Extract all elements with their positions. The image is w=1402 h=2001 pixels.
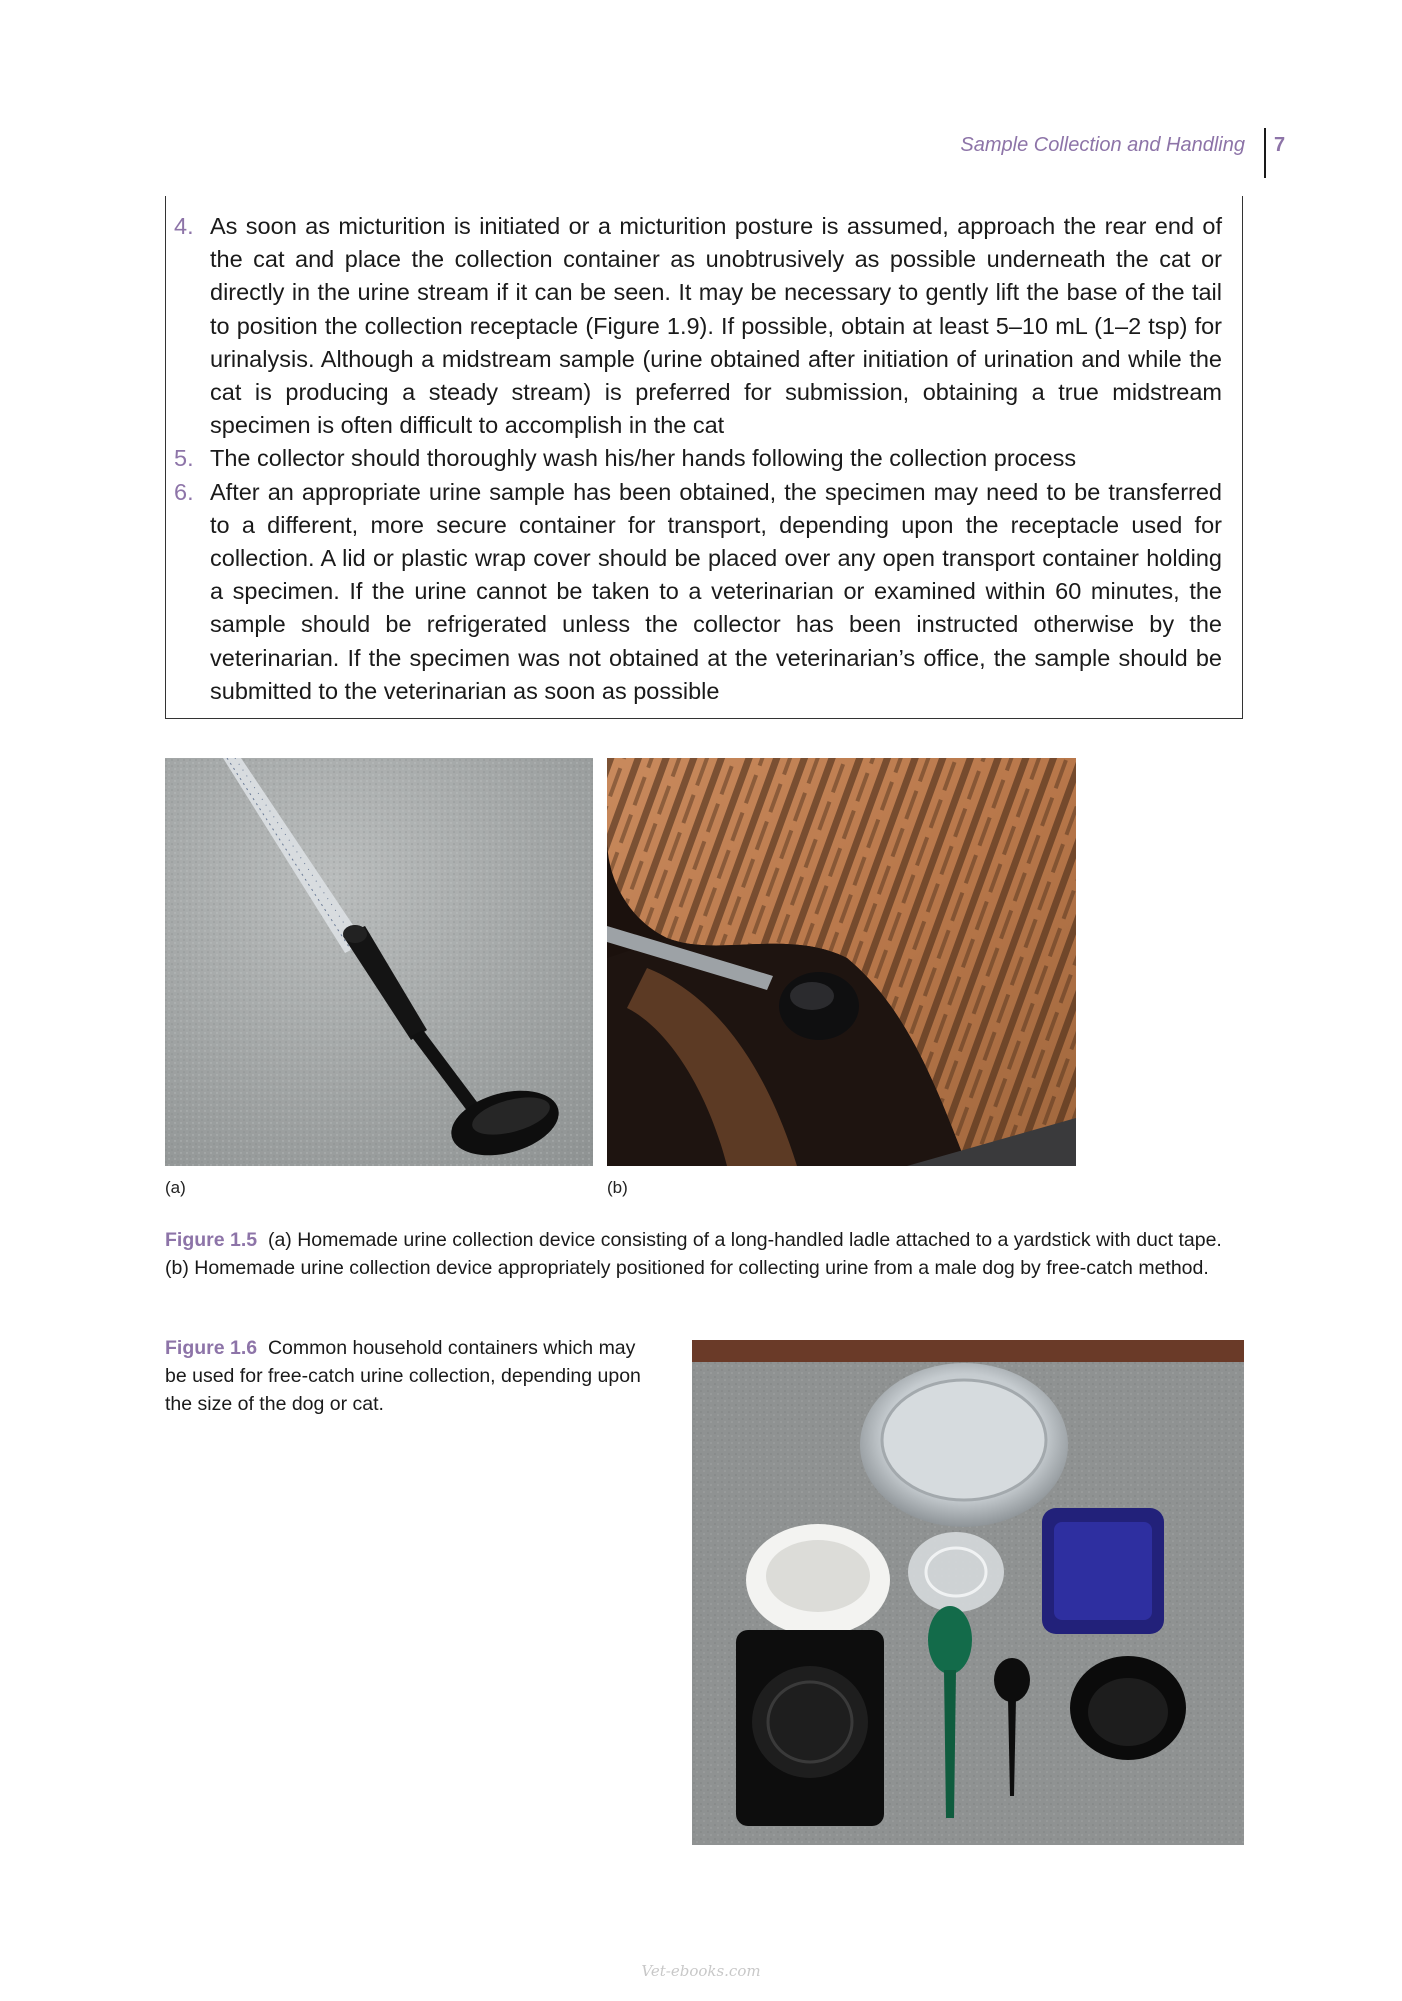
step-text: The collector should thoroughly wash his/her hands following the collection process (210, 445, 1077, 472)
procedure-box (165, 196, 1243, 719)
page-number: 7 (1274, 134, 1286, 156)
figure-1-5b-photo (607, 758, 1076, 1166)
figure-1-6-label: Figure 1.6 (165, 1337, 258, 1359)
figure-1-5-caption (165, 1226, 1241, 1282)
figure-1-5b-label: (b) (607, 1178, 628, 1197)
step-item (174, 442, 1222, 475)
figure-1-6-photo (692, 1340, 1244, 1845)
step-number: 6. (174, 478, 194, 505)
step-number: 5. (174, 445, 194, 472)
step-text: As soon as micturition is initiated or a micturition posture is assumed, approach the rear end of the cat and place the collection container as unobtrusively as possible underneath the cat or directly in the urine stream if it can be seen. It may be necessary to gently lift the base of the tail to position the collection receptacle (Figure 1.9). If possible, obtain at least 5–10 mL (1–2 tsp) for urinalysis. Although a midstream sample (urine obtained after initiation of urination and while the cat is producing a steady stream) is preferred for submission, obtaining a true midstream specimen is often difficult to accomplish in the cat (210, 213, 1222, 439)
figure-1-5a-photo (165, 758, 593, 1166)
header-divider (1264, 128, 1266, 178)
step-item (174, 210, 1222, 442)
figure-1-5-caption-text: (a) Homemade urine collection device consisting of a long-handled ladle attached to a yardstick with duct tape. (b) Homemade urine collection device appropriately positioned for collecting urine from a male dog by free-catch method. (165, 1229, 1222, 1279)
running-title: Sample Collection and Handling (960, 134, 1245, 156)
figure-1-6-caption-text: Common household containers which may be used for free-catch urine collection, depending upon the size of the dog or cat. (165, 1337, 641, 1415)
step-item (174, 476, 1222, 708)
figure-1-6-caption (165, 1334, 655, 1418)
figure-1-5a-label: (a) (165, 1178, 186, 1197)
step-number: 4. (174, 213, 194, 239)
figure-1-5-label: Figure 1.5 (165, 1229, 258, 1251)
procedure-steps (174, 210, 1222, 708)
step-text: After an appropriate urine sample has been obtained, the specimen may need to be transferred to a different, more secure container for transport, depending upon the receptacle used for collection. A lid or plastic wrap cover should be placed over any open transport container holding a specimen. If the urine cannot be taken to a veterinarian or examined within 60 minutes, the sample should be refrigerated unless the collector has been instructed otherwise by the veterinarian. If the specimen was not obtained at the veterinarian’s office, the sample should be submitted to the veterinarian as soon as possible (210, 478, 1222, 704)
watermark: Vet-ebooks.com (641, 1962, 761, 1980)
